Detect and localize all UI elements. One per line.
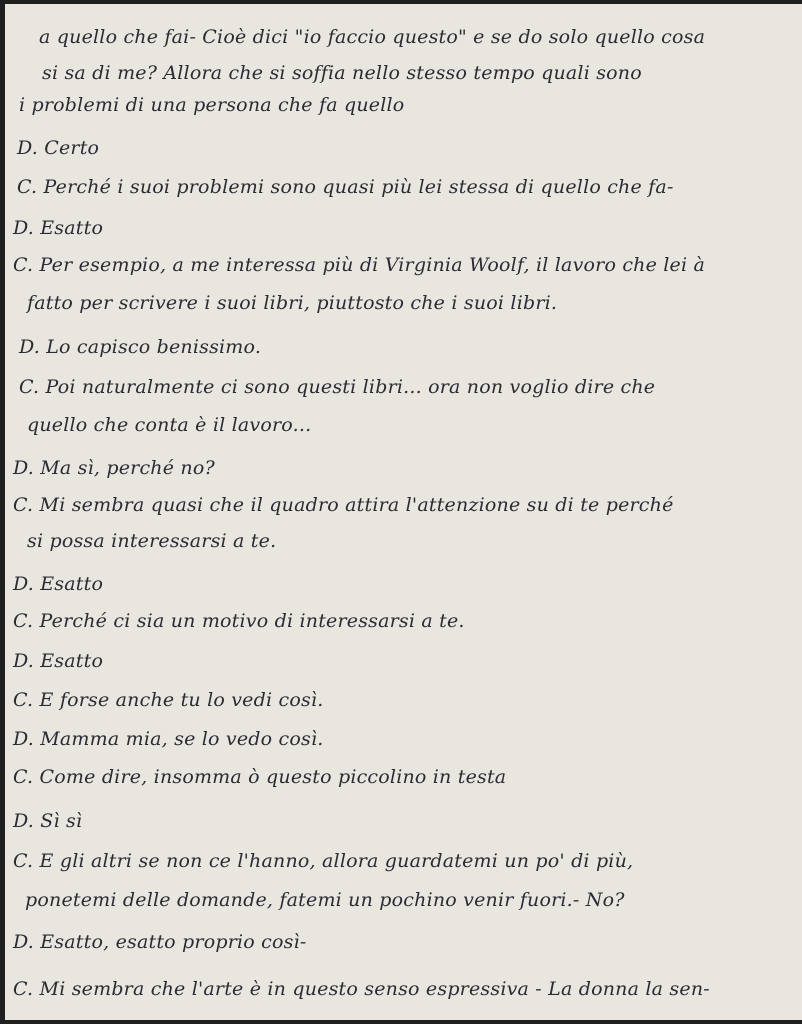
text-line: si possa interessarsi a te. <box>27 530 277 552</box>
text-line: D. Esatto <box>13 573 104 595</box>
text-line: C. Per esempio, a me interessa più di Virginia Woolf, il lavoro che lei à <box>13 254 706 276</box>
text-line: quello che conta è il lavoro... <box>27 414 312 436</box>
text-line: D. Ma sì, perché no? <box>13 457 215 479</box>
text-line: D. Esatto, esatto proprio così- <box>13 931 307 953</box>
text-line: i problemi di una persona che fa quello <box>19 94 405 116</box>
text-line: D. Esatto <box>13 217 104 239</box>
manuscript-page <box>5 4 802 1020</box>
text-line: C. Perché ci sia un motivo di interessarsi a te. <box>13 610 465 632</box>
text-line: C. Mi sembra quasi che il quadro attira l'attenzione su di te perché <box>13 494 674 516</box>
text-line: D. Mamma mia, se lo vedo così. <box>13 728 324 750</box>
text-line: a quello che fai- Cioè dici "io faccio questo" e se do solo quello cosa <box>39 26 706 48</box>
text-line: C. Perché i suoi problemi sono quasi più lei stessa di quello che fa- <box>17 176 674 198</box>
text-line: D. Sì sì <box>13 810 83 832</box>
text-line: D. Certo <box>17 137 100 159</box>
text-line: C. Mi sembra che l'arte è in questo senso espressiva - La donna la sen- <box>13 978 710 1000</box>
text-line: C. E gli altri se non ce l'hanno, allora guardatemi un po' di più, <box>13 850 634 872</box>
text-line: fatto per scrivere i suoi libri, piuttosto che i suoi libri. <box>27 292 558 314</box>
text-line: ponetemi delle domande, fatemi un pochino venir fuori.- No? <box>25 889 625 911</box>
text-line: D. Lo capisco benissimo. <box>19 336 262 358</box>
text-line: C. Come dire, insomma ò questo piccolino in testa <box>13 766 507 788</box>
text-line: C. E forse anche tu lo vedi così. <box>13 689 324 711</box>
text-line: C. Poi naturalmente ci sono questi libri... ora non voglio dire che <box>19 376 656 398</box>
text-line: D. Esatto <box>13 650 104 672</box>
text-line: si sa di me? Allora che si soffia nello stesso tempo quali sono <box>42 62 642 84</box>
